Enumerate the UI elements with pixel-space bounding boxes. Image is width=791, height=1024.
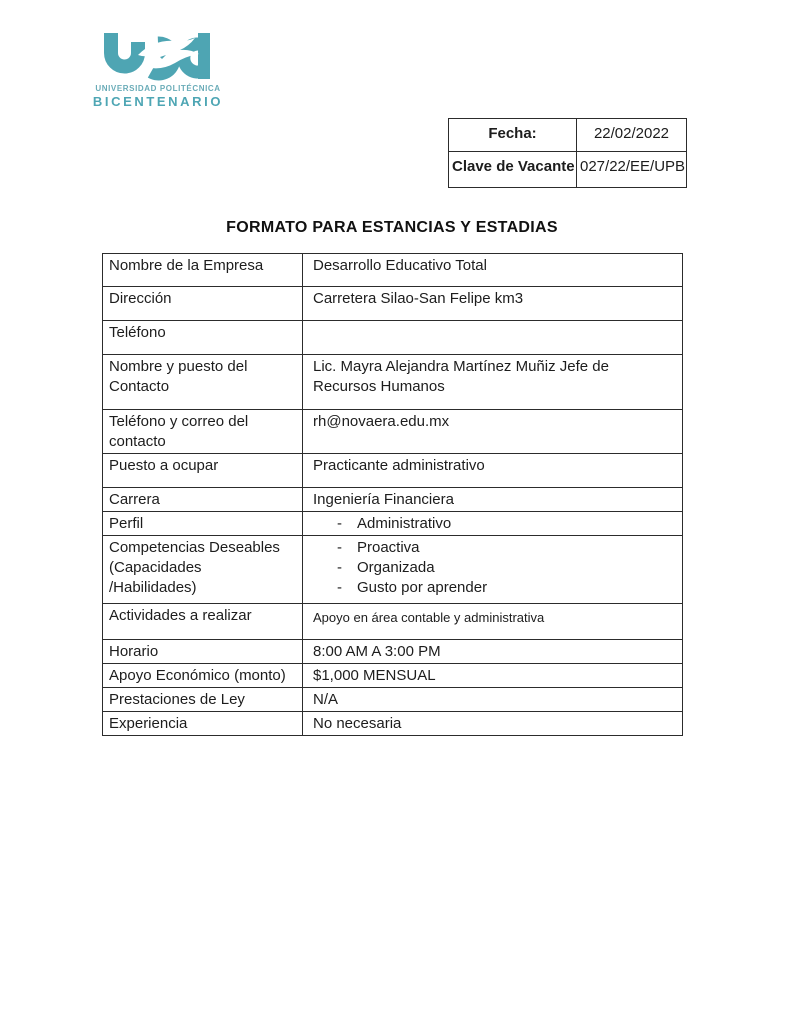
field-value: N/A (303, 688, 683, 712)
bullet-text: Proactiva (357, 539, 420, 556)
field-label: Experiencia (103, 712, 303, 736)
field-value: rh@novaera.edu.mx (303, 410, 683, 454)
logo-bicentenario-text: BICENTENARIO (92, 94, 224, 109)
field-value: Carretera Silao-San Felipe km3 (303, 287, 683, 321)
field-value: Ingeniería Financiera (303, 488, 683, 512)
form-row (103, 410, 683, 454)
bullet-dash: - (337, 515, 342, 532)
form-row (103, 664, 683, 688)
bullet-dash: - (337, 559, 342, 576)
field-value: Desarrollo Educativo Total (303, 254, 683, 287)
field-label: Horario (103, 640, 303, 664)
bullet-item (313, 538, 674, 558)
field-label: Perfil (103, 512, 303, 536)
header-meta-table (448, 118, 687, 188)
bullet-dash: - (337, 539, 342, 556)
form-row (103, 640, 683, 664)
university-logo (92, 33, 224, 109)
clave-vacante-row (449, 152, 687, 188)
page-title: FORMATO PARA ESTANCIAS Y ESTADIAS (226, 219, 558, 236)
form-row (103, 321, 683, 355)
form-row (103, 355, 683, 410)
form-row (103, 454, 683, 488)
field-value: Lic. Mayra Alejandra Martínez Muñiz Jefe de Recursos Humanos (303, 355, 683, 410)
clave-vacante-label: Clave de Vacante (449, 152, 577, 188)
bullet-item (313, 514, 674, 534)
field-label: Dirección (103, 287, 303, 321)
field-label: Teléfono (103, 321, 303, 355)
field-label: Apoyo Económico (monto) (103, 664, 303, 688)
form-row (103, 512, 683, 536)
field-value: Apoyo en área contable y administrativa (303, 604, 683, 640)
bullet-item (313, 578, 674, 598)
fecha-label: Fecha: (449, 119, 577, 152)
form-row (103, 488, 683, 512)
form-table (102, 253, 683, 736)
field-value (303, 512, 683, 536)
field-label: Actividades a realizar (103, 604, 303, 640)
bullet-dash: - (337, 579, 342, 596)
upb-logo-icon (92, 33, 224, 81)
form-row (103, 536, 683, 604)
clave-vacante-value: 027/22/EE/UPB (577, 152, 687, 188)
field-label: Puesto a ocupar (103, 454, 303, 488)
bullet-item (313, 558, 674, 578)
form-row (103, 254, 683, 287)
field-value: Practicante administrativo (303, 454, 683, 488)
field-label: Competencias Deseables (Capacidades /Habilidades) (103, 536, 303, 604)
form-row (103, 604, 683, 640)
form-row (103, 712, 683, 736)
fecha-value: 22/02/2022 (577, 119, 687, 152)
form-row (103, 688, 683, 712)
field-label: Teléfono y correo del contacto (103, 410, 303, 454)
field-label: Carrera (103, 488, 303, 512)
bullet-text: Gusto por aprender (357, 579, 488, 596)
form-table-body (103, 254, 683, 736)
bullet-text: Administrativo (357, 515, 452, 532)
field-value (303, 321, 683, 355)
field-label: Nombre y puesto del Contacto (103, 355, 303, 410)
form-row (103, 287, 683, 321)
field-label: Prestaciones de Ley (103, 688, 303, 712)
field-value (303, 536, 683, 604)
field-value: 8:00 AM A 3:00 PM (303, 640, 683, 664)
bullet-text: Organizada (357, 559, 435, 576)
field-value: No necesaria (303, 712, 683, 736)
field-label: Nombre de la Empresa (103, 254, 303, 287)
fecha-row (449, 119, 687, 152)
field-value: $1,000 MENSUAL (303, 664, 683, 688)
logo-university-name: UNIVERSIDAD POLITÉCNICA (95, 84, 221, 93)
